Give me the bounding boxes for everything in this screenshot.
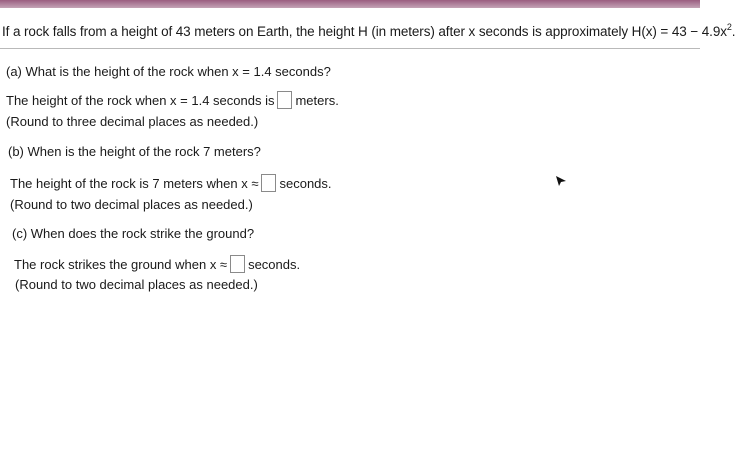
part-b-unit: seconds. [279,175,332,191]
part-c-answer-line [14,255,300,273]
part-c-rounding-note: (Round to two decimal places as needed.) [15,277,258,292]
problem-text: If a rock falls from a height of 43 meters on Earth, the height H (in meters) after x seconds is approximately H(x) = 43 − 4.9x [2,24,727,39]
mouse-pointer-icon [554,174,568,188]
part-b-answer-line [10,174,332,192]
part-a-rounding-note: (Round to three decimal places as needed.) [6,114,259,129]
part-c-answer-box[interactable] [230,255,245,273]
part-c-question: (c) When does the rock strike the ground? [12,226,255,241]
part-c-prompt: The rock strikes the ground when x ≈ [14,256,228,272]
top-color-strip [0,0,700,8]
part-c-unit: seconds. [248,256,301,272]
part-b-prompt: The height of the rock is 7 meters when x ≈ [10,175,259,191]
problem-header [0,14,732,46]
part-a-answer-box[interactable] [277,91,292,109]
problem-statement [2,22,735,39]
problem-exponent: 2 [726,22,732,32]
part-a-prompt: The height of the rock when x = 1.4 seconds is [6,92,275,108]
part-a-question: (a) What is the height of the rock when x = 1.4 seconds? [6,64,331,79]
part-b-rounding-note: (Round to two decimal places as needed.) [10,197,253,212]
part-a-unit: meters. [295,92,339,108]
part-a-answer-line [6,91,339,109]
part-b-question: (b) When is the height of the rock 7 meters? [8,144,261,159]
header-divider [0,48,700,49]
part-b-answer-box[interactable] [261,174,276,192]
